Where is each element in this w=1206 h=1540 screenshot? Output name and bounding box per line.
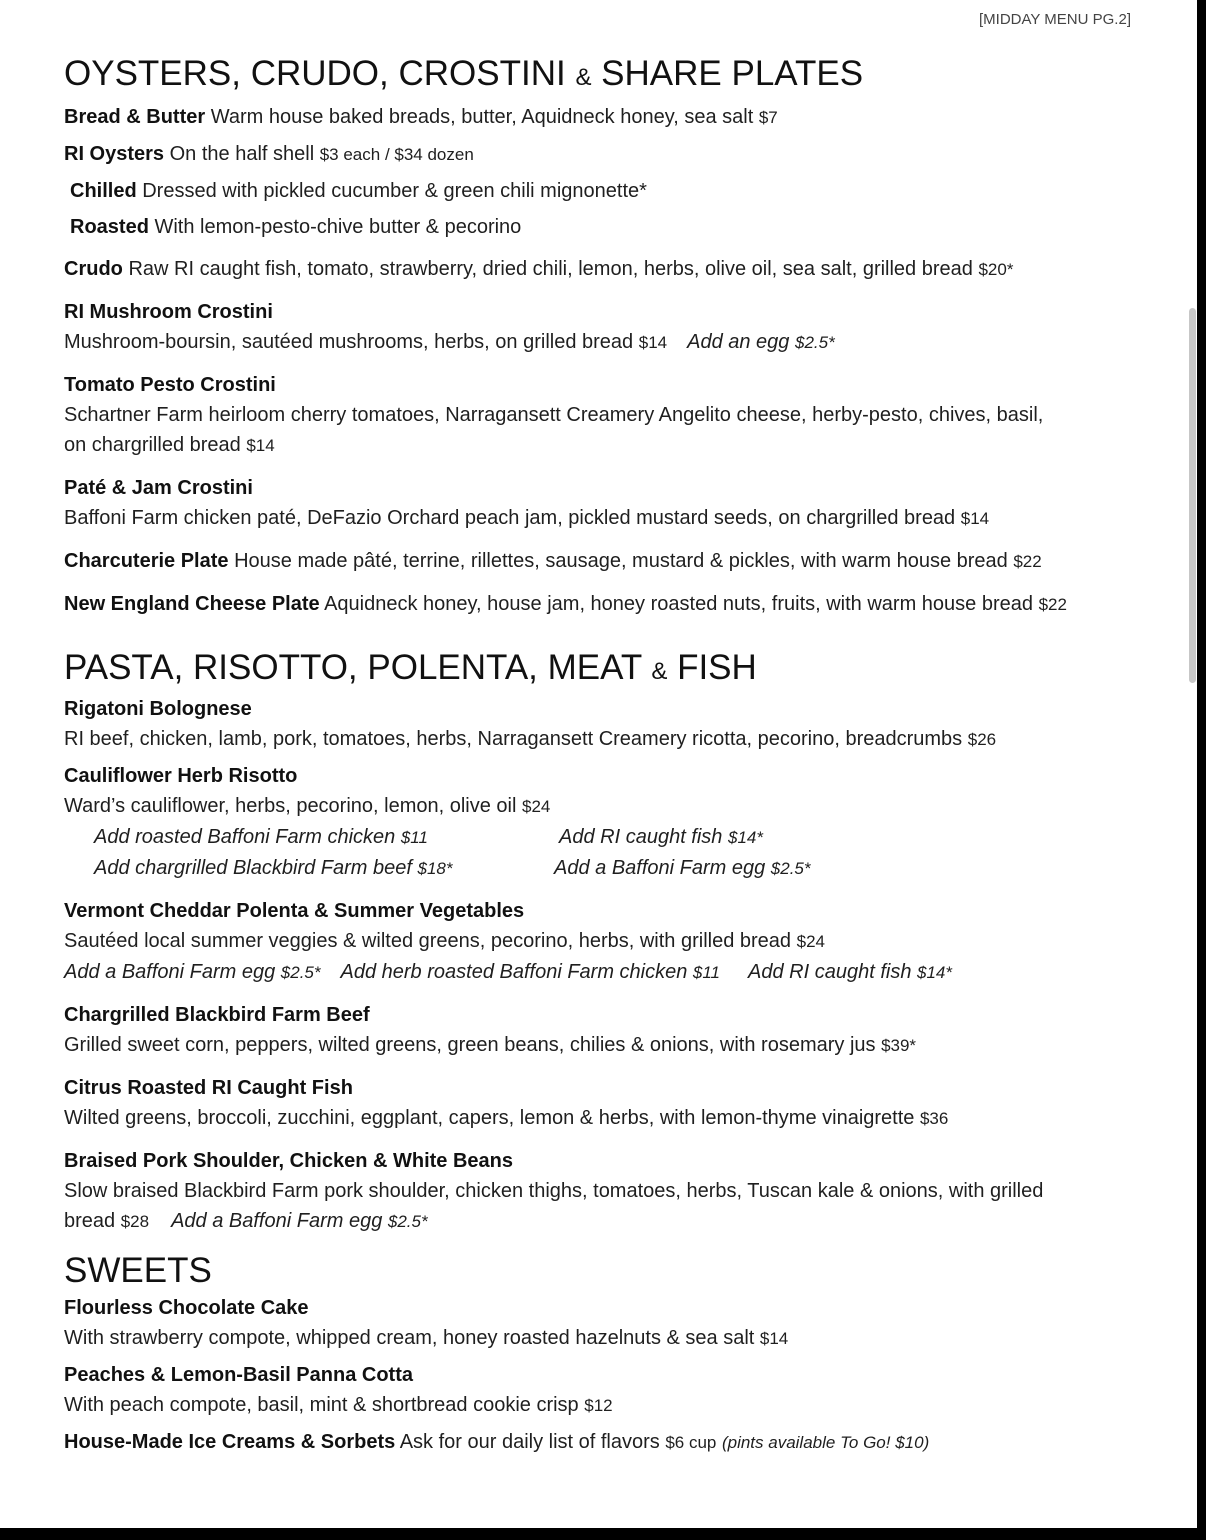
menu-item-polenta: [64, 896, 1197, 988]
item-description: With peach compote, basil, mint & shortbread cookie crisp $12: [64, 1394, 613, 1416]
menu-item-pate-jam-crostini: [64, 473, 1197, 534]
menu-item-oysters-roasted: Roasted With lemon-pesto-chive butter & pecorino: [70, 216, 522, 238]
item-name: Paté & Jam Crostini: [64, 477, 253, 499]
menu-item-cheese-plate: New England Cheese Plate Aquidneck honey, house jam, honey roasted nuts, fruits, with warm house bread $22: [64, 593, 1067, 615]
item-description-cont: on chargrilled bread $14: [64, 434, 275, 456]
item-description: Slow braised Blackbird Farm pork shoulder, chicken thighs, tomatoes, herbs, Tuscan kale & onions, with grilled: [64, 1180, 1044, 1202]
item-name: Vermont Cheddar Polenta & Summer Vegetables: [64, 900, 525, 922]
item-description: Baffoni Farm chicken paté, DeFazio Orchard peach jam, pickled mustard seeds, on chargrilled bread $14: [64, 507, 990, 529]
section-title-mains: PASTA, RISOTTO, POLENTA, MEAT & FISH: [64, 648, 757, 687]
menu-item-crudo: Crudo Raw RI caught fish, tomato, strawberry, dried chili, lemon, herbs, olive oil, sea salt, grilled bread $20*: [64, 258, 1014, 280]
item-name: Peaches & Lemon-Basil Panna Cotta: [64, 1364, 413, 1386]
item-description: Wilted greens, broccoli, zucchini, eggplant, capers, lemon & herbs, with lemon-thyme vinaigrette $36: [64, 1107, 949, 1129]
scrollbar[interactable]: [1189, 308, 1196, 683]
menu-item-tomato-pesto-crostini: [64, 370, 1197, 461]
menu-item-citrus-fish: [64, 1073, 1197, 1134]
menu-item-oysters-chilled: Chilled Dressed with pickled cucumber & green chili mignonette*: [70, 180, 647, 202]
item-name: Flourless Chocolate Cake: [64, 1297, 309, 1319]
item-description: Ward’s cauliflower, herbs, pecorino, lemon, olive oil $24: [64, 795, 551, 817]
section-title-sweets: SWEETS: [64, 1251, 212, 1290]
menu-item-rigatoni-bolognese: [64, 694, 1197, 755]
item-description: Sautéed local summer veggies & wilted greens, pecorino, herbs, with grilled bread $24: [64, 930, 825, 952]
item-name: Tomato Pesto Crostini: [64, 374, 276, 396]
menu-item-blackbird-beef: [64, 1000, 1197, 1061]
item-description: Mushroom-boursin, sautéed mushrooms, herbs, on grilled bread $14 Add an egg $2.5*: [64, 331, 835, 353]
menu-item-ri-oysters: RI Oysters On the half shell $3 each / $34 dozen: [64, 143, 474, 165]
item-description: RI beef, chicken, lamb, pork, tomatoes, herbs, Narragansett Creamery ricotta, pecorino, breadcrumbs $26: [64, 728, 997, 750]
menu-item-chocolate-cake: [64, 1293, 1197, 1354]
add-on-row: Add chargrilled Blackbird Farm beef $18* Add a Baffoni Farm egg $2.5*: [94, 857, 811, 879]
item-name: Rigatoni Bolognese: [64, 698, 252, 720]
page-label: [MIDDAY MENU PG.2]: [979, 11, 1131, 28]
menu-item-cauliflower-risotto: [64, 761, 1197, 884]
add-on-row: Add a Baffoni Farm egg $2.5* Add herb roasted Baffoni Farm chicken $11 Add RI caught fish $14*: [64, 961, 952, 983]
item-description: With strawberry compote, whipped cream, honey roasted hazelnuts & sea salt $14: [64, 1327, 789, 1349]
section-title-share-plates: OYSTERS, CRUDO, CROSTINI & SHARE PLATES: [64, 54, 864, 93]
item-description: Grilled sweet corn, peppers, wilted greens, green beans, chilies & onions, with rosemary jus $39*: [64, 1034, 917, 1056]
menu-item-mushroom-crostini: [64, 297, 1197, 358]
menu-item-braised-pork: [64, 1146, 1197, 1237]
menu-item-ice-creams: House-Made Ice Creams & Sorbets Ask for our daily list of flavors $6 cup (pints available To Go! $10): [64, 1431, 930, 1453]
menu-item-bread-butter: Bread & Butter Warm house baked breads, butter, Aquidneck honey, sea salt $7: [64, 106, 778, 128]
item-name: Chargrilled Blackbird Farm Beef: [64, 1004, 370, 1026]
item-description: Schartner Farm heirloom cherry tomatoes, Narragansett Creamery Angelito cheese, herby-pesto, chives, basil,: [64, 404, 1044, 426]
item-name: RI Mushroom Crostini: [64, 301, 273, 323]
menu-item-panna-cotta: [64, 1360, 1197, 1421]
add-on-row: Add roasted Baffoni Farm chicken $11 Add RI caught fish $14*: [94, 826, 763, 848]
menu-item-charcuterie-plate: Charcuterie Plate House made pâté, terrine, rillettes, sausage, mustard & pickles, with warm house bread $22: [64, 550, 1042, 572]
item-name: Citrus Roasted RI Caught Fish: [64, 1077, 353, 1099]
item-name: Braised Pork Shoulder, Chicken & White Beans: [64, 1150, 514, 1172]
item-name: Cauliflower Herb Risotto: [64, 765, 298, 787]
item-description-cont: bread $28 Add a Baffoni Farm egg $2.5*: [64, 1210, 428, 1232]
